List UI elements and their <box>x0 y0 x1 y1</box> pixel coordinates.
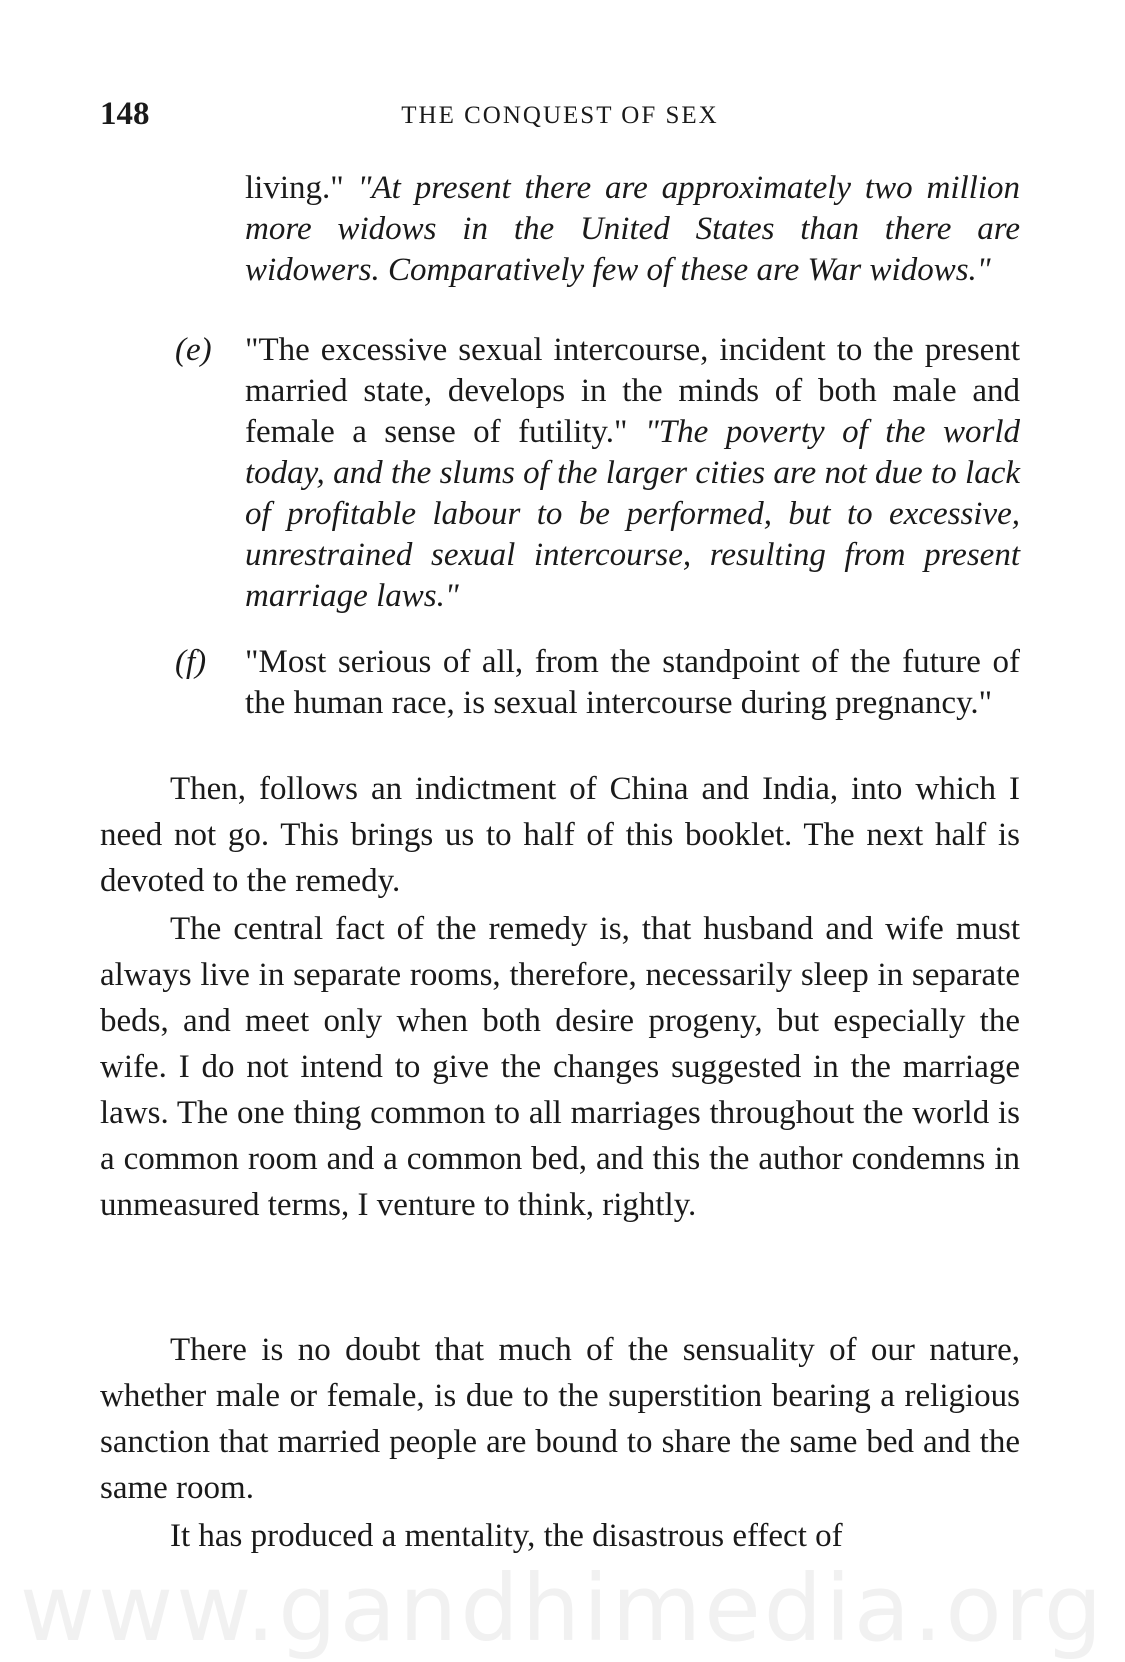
list-item-body <box>245 642 1020 724</box>
watermark: www.gandhimedia.org <box>19 1555 1106 1662</box>
continued-quote-block <box>245 168 1020 291</box>
list-item-plain-text: "The excessive sexual intercourse, incident to the present married state, develops in the minds of both male and female a sense of futility." <box>245 332 1020 450</box>
continued-quote-plain: living." <box>245 170 358 206</box>
list-item-plain-text: "Most serious of all, from the standpoint of the future of the human race, is sexual intercourse during pregnancy." <box>245 644 1020 721</box>
list-item-label: (e) <box>175 332 212 368</box>
page-header <box>100 92 1020 136</box>
body-paragraph: The central fact of the remedy is, that husband and wife must always live in separate rooms, therefore, necessarily sleep in separate beds, and meet only when both desire progeny, but especially the wife. I do not intend to give the changes suggested in the marriage laws. The one thing common to all marriages throughout the world is a common room and a common bed, and this the author condemns in unmeasured terms, I venture to think, rightly. <box>100 911 1020 1223</box>
list-item-label: (f) <box>175 644 207 680</box>
running-title: THE CONQUEST OF SEX <box>401 102 719 129</box>
list-item-italic-text: "The poverty of the world today, and the slums of the larger cities are not due to lack of profitable labour to be performed, but to excessive, unrestrained sexual intercourse, resulting from present marriage laws." <box>245 414 1020 614</box>
body-paragraph: Then, follows an indictment of China and India, into which I need not go. This brings us to half of this booklet. The next half is devoted to the remedy. <box>100 771 1020 899</box>
body-paragraph: It has produced a mentality, the disastrous effect of <box>170 1518 843 1554</box>
page-number: 148 <box>100 96 150 132</box>
list-item-body <box>245 330 1020 617</box>
continued-quote-italic: "At present there are approximately two million more widows in the United States than there are widowers. Comparatively few of these are War widows." <box>245 170 1020 288</box>
body-paragraph: There is no doubt that much of the sensuality of our nature, whether male or female, is due to the superstition bearing a religious sanction that married people are bound to share the same bed and the same room. <box>100 1332 1020 1506</box>
